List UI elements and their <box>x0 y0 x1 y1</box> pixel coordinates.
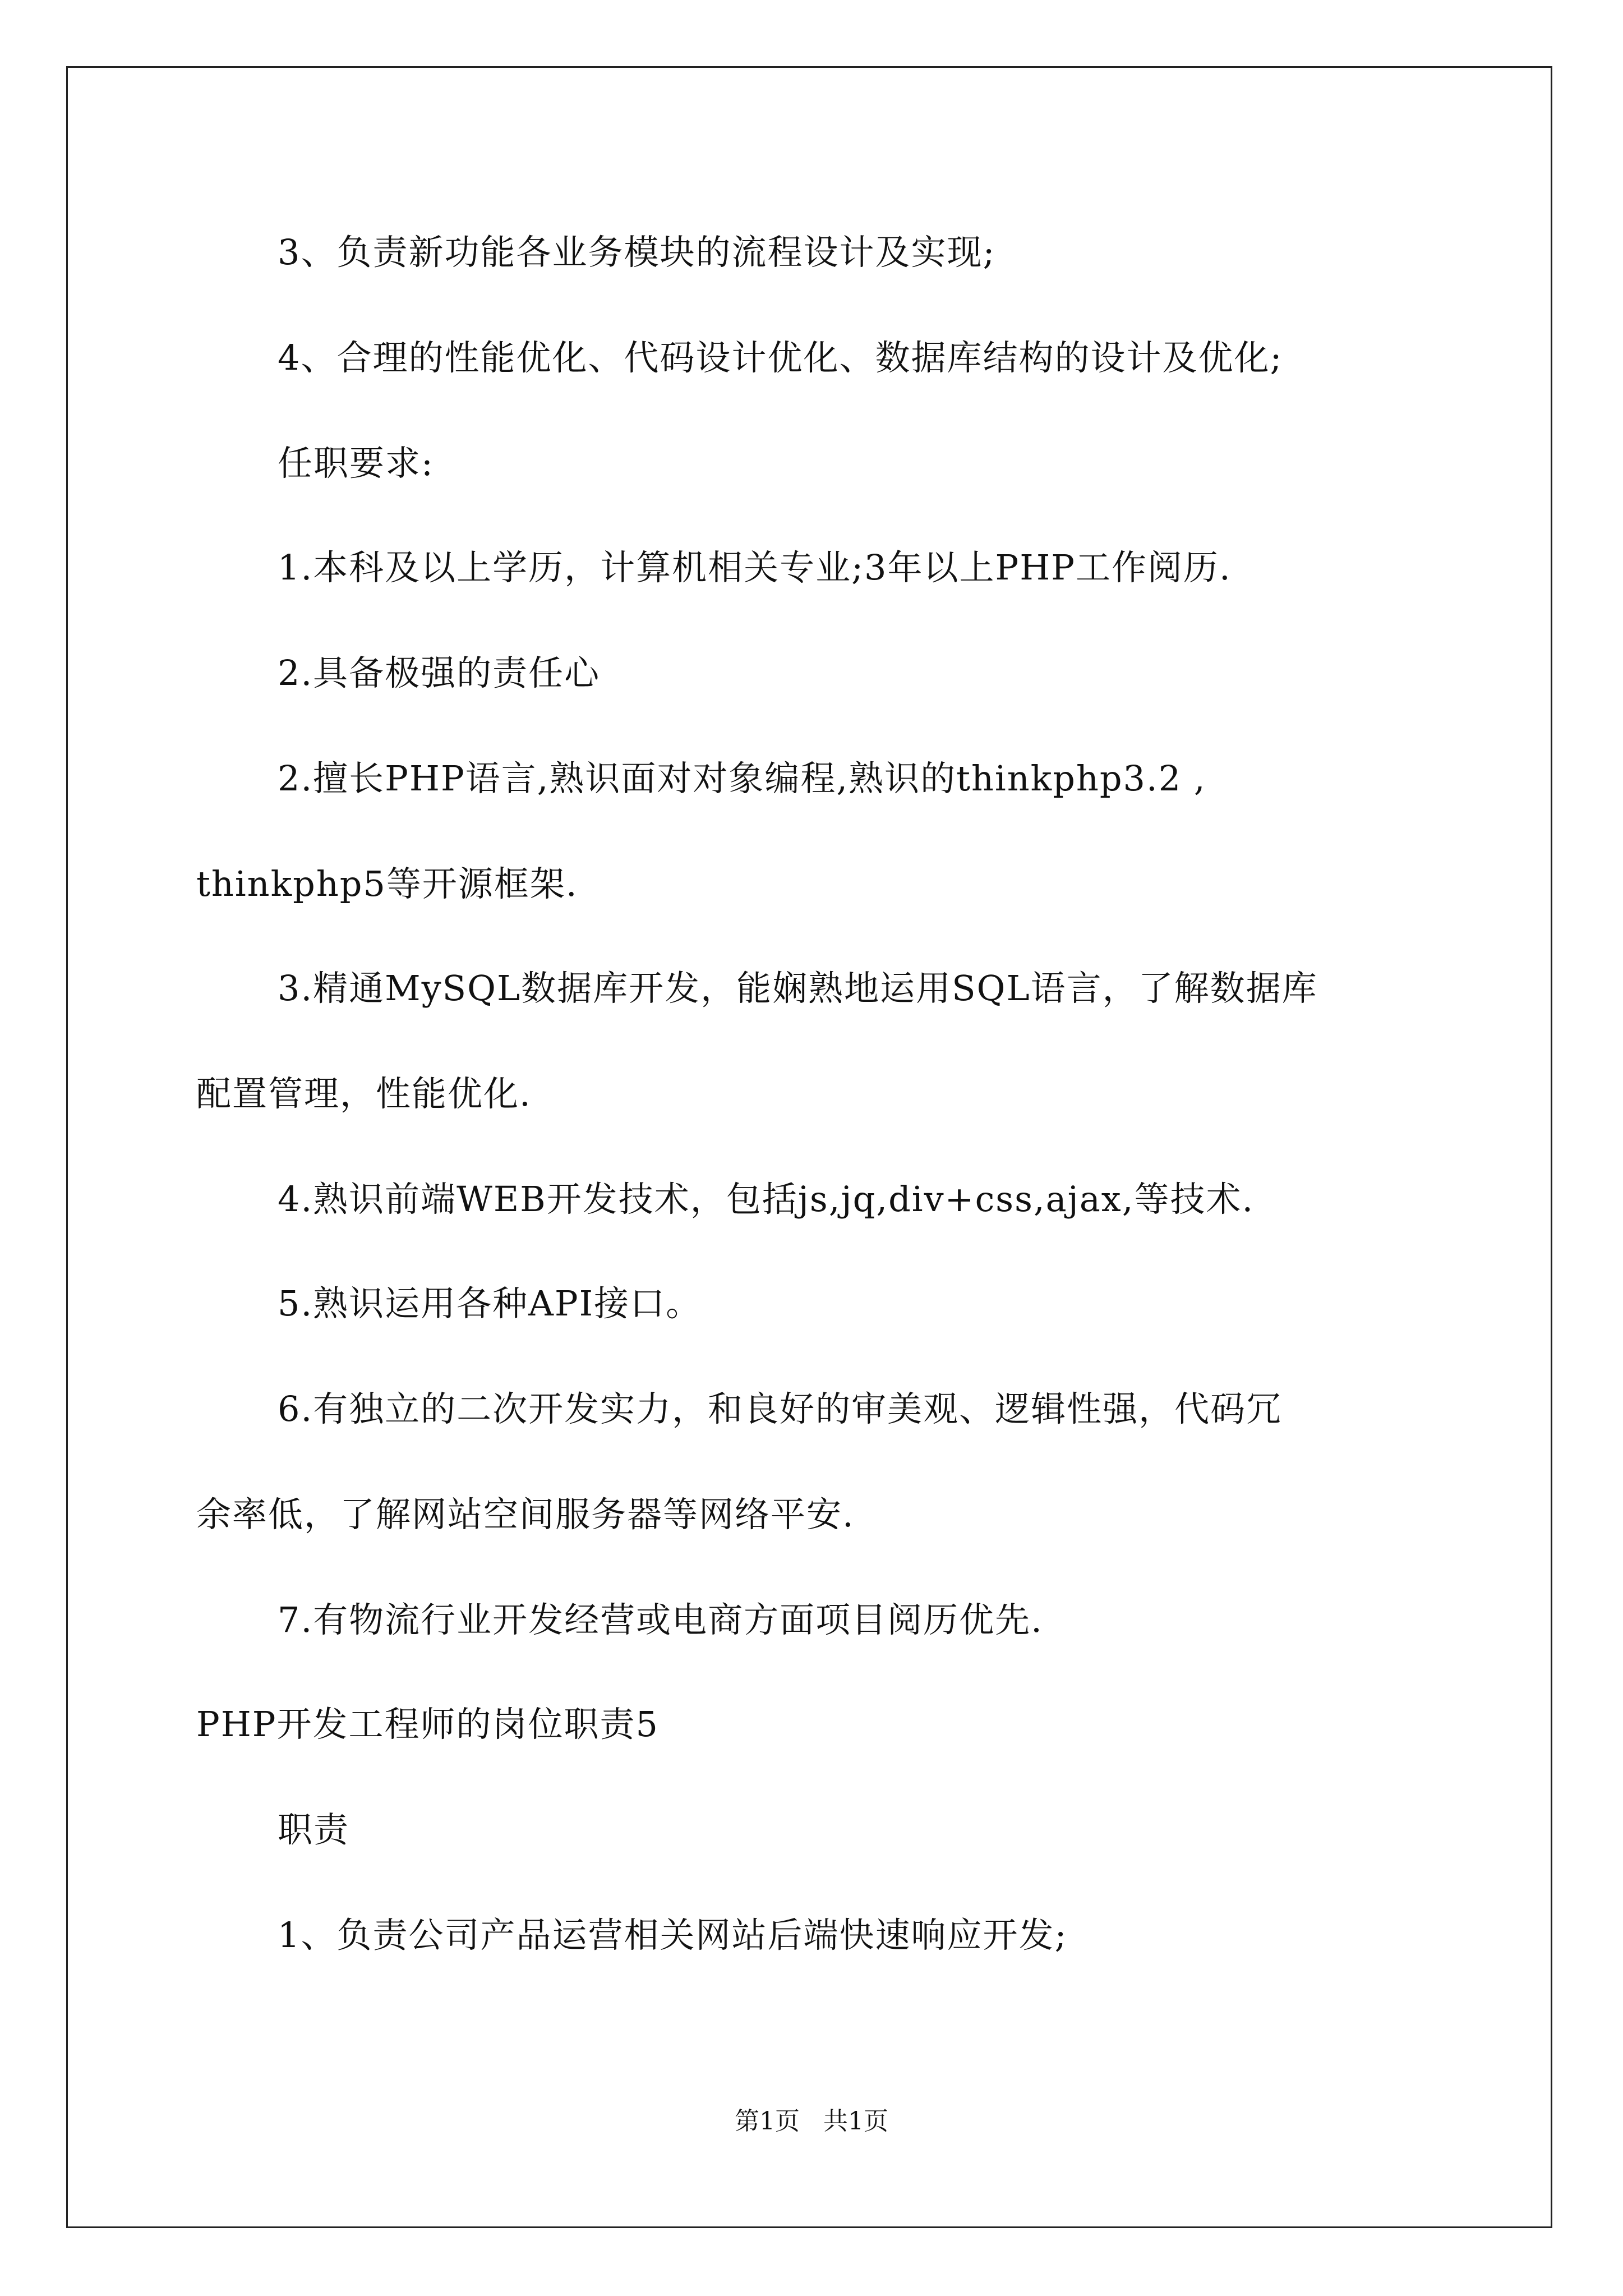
text-line-duty-1: 1、负责公司产品运营相关网站后端快速响应开发; <box>278 1915 1068 1955</box>
page-footer: 第1页 共1页 <box>735 2107 888 2136</box>
text-line-duty-4: 4、合理的性能优化、代码设计优化、数据库结构的设计及优化; <box>278 337 1283 378</box>
text-line-requirements-heading: 任职要求: <box>278 443 434 484</box>
text-line-req-2b-cont: thinkphp5等开源框架. <box>196 863 578 904</box>
text-line-req-7: 7.有物流行业开发经营或电商方面项目阅历优先. <box>278 1599 1043 1640</box>
text-line-duties-heading: 职责 <box>278 1809 350 1850</box>
text-line-req-2b: 2.擅长PHP语言,熟识面对对象编程,熟识的thinkphp3.2 , <box>278 758 1206 799</box>
page-border <box>66 66 1552 2228</box>
text-line-req-3: 3.精通MySQL数据库开发，能娴熟地运用SQL语言，了解数据库 <box>278 968 1318 1009</box>
text-line-req-1: 1.本科及以上学历，计算机相关专业;3年以上PHP工作阅历. <box>278 547 1232 588</box>
section-heading: PHP开发工程师的岗位职责5 <box>196 1704 659 1745</box>
text-line-req-2a: 2.具备极强的责任心 <box>278 652 601 693</box>
text-line-req-4: 4.熟识前端WEB开发技术，包括js,jq,div+css,ajax,等技术. <box>278 1179 1255 1220</box>
text-line-duty-3: 3、负责新功能各业务模块的流程设计及实现; <box>278 232 996 273</box>
text-line-req-5: 5.熟识运用各种API接口。 <box>278 1283 702 1324</box>
text-line-req-6: 6.有独立的二次开发实力，和良好的审美观、逻辑性强，代码冗 <box>278 1388 1283 1429</box>
text-line-req-6-cont: 余率低，了解网站空间服务器等网络平安. <box>196 1494 855 1535</box>
text-line-req-3-cont: 配置管理，性能优化. <box>196 1073 532 1114</box>
